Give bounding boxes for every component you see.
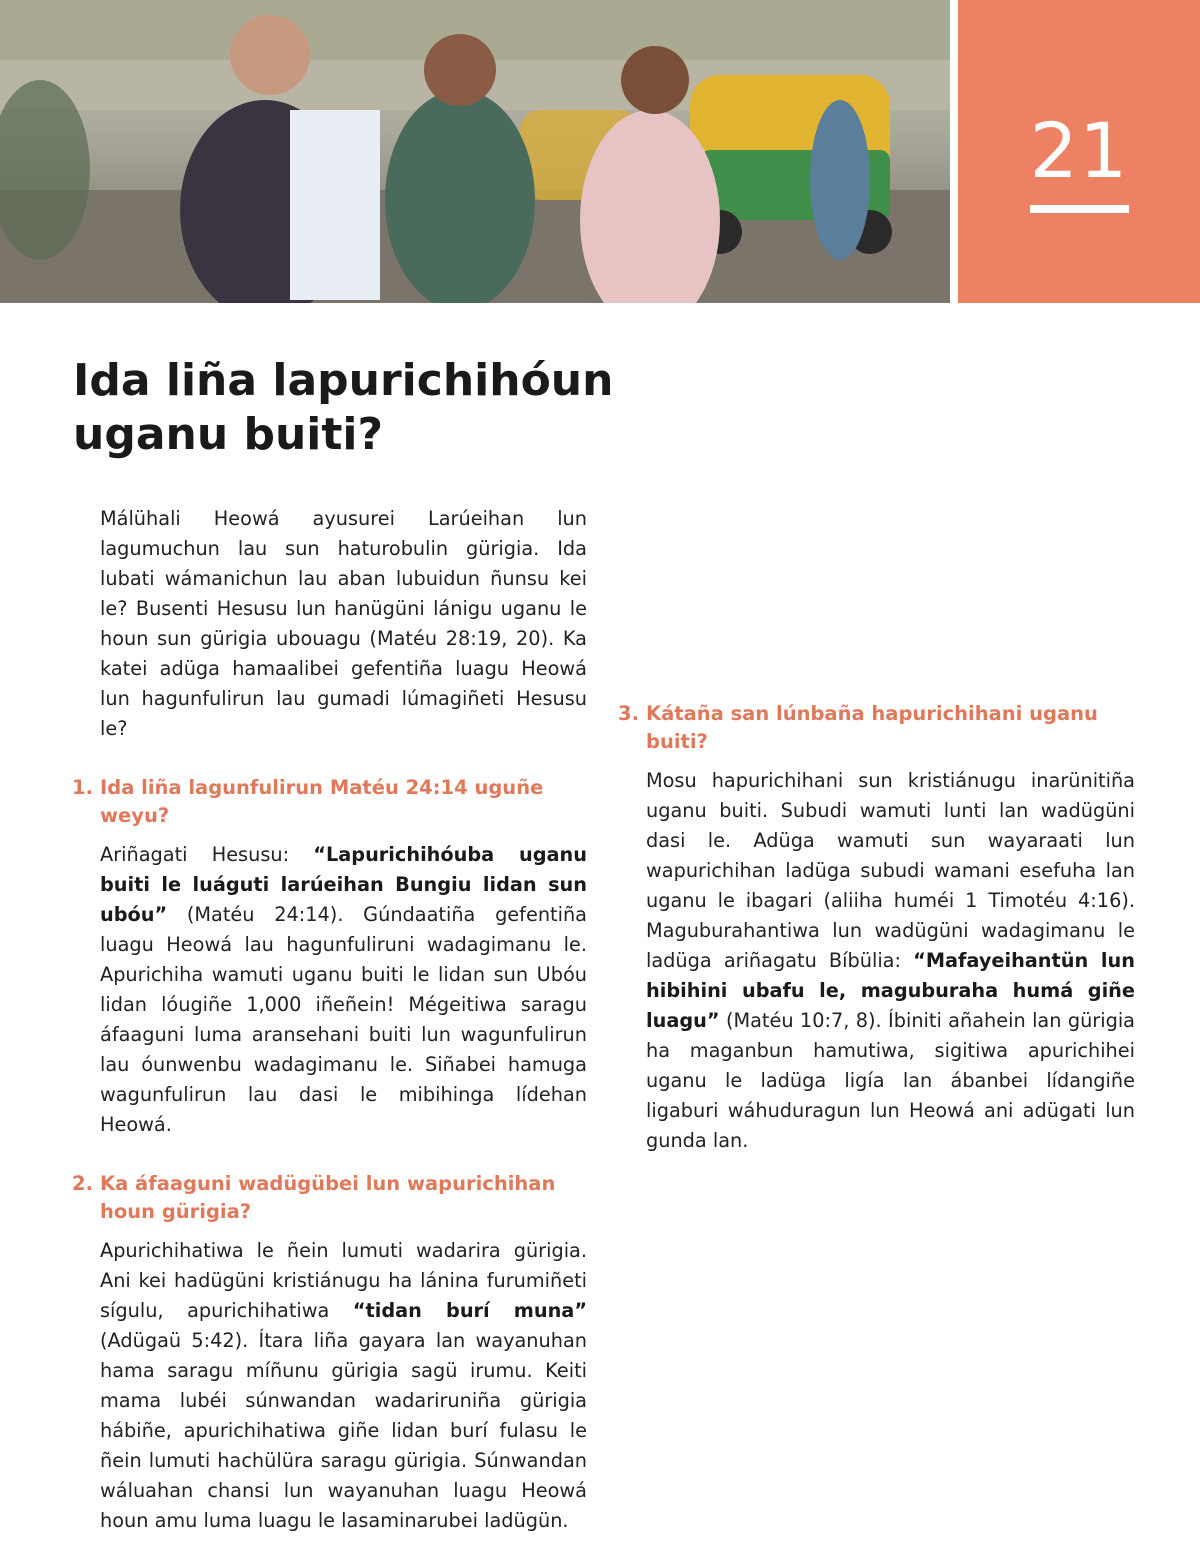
text-run: Mosu hapurichihani sun kristiánugu inarünitiña uganu buiti. Subudi wamuti lunti lan wadügüni dasi le. Adüga wamuti sun wayaraati lun wapurichihan ladüga subudi wamani esefuha lan uganu le ibagari (aliiha huméi 1 Timotéu 4:16). Maguburahantiwa lun wadügüni wadagimanu le ladüga ariñagatu Bíbülia: <box>646 769 1135 972</box>
cover-photo <box>0 0 950 303</box>
intro-paragraph: Málühali Heowá ayusurei Larúeihan lun lagumuchun lau sun haturobulin gürigia. Ida lubati wámanichun lau aban lubuidun ñunsu kei le? Busenti Hesusu lun hanügüni lánigu uganu le houn sun gürigia ubouagu (Matéu 28:19, 20). Ka katei adüga hamaalibei gefentiña luagu Heowá lun hagunfulirun lau gumadi lúmagiñeti Hesusu le? <box>100 507 587 740</box>
question-heading <box>618 700 1135 756</box>
lesson-number: 21 <box>1029 106 1129 195</box>
text-run: (Matéu 24:14). Gúndaatiña gefentiña luagu Heowá lau hagunfuliruni wadagimanu le. Apurichiha wamuti uganu buiti le lidan sun Ubóu lidan lóugiñe 1,000 iñeñein! Mégeitiwa saragu áfaaguni luma aransehani buiti lun wagunfulirun lau óunwenbu wadagimanu le. Siñabei hamuga wagunfulirun lau dasi le mibihinga lídehan Heowá. <box>100 903 587 1136</box>
question-text: Ida liña lagunfulirun Matéu 24:14 uguñe weyu? <box>100 776 544 827</box>
bible-quote: “Mafayeihantün lun hibihini ubafu le, maguburaha humá giñe luagu” <box>646 949 1135 1032</box>
text-run: Apurichihatiwa le ñein lumuti wadarira gürigia. Ani kei hadügüni kristiánugu ha lánina furumiñeti sígulu, apurichihatiwa <box>100 1239 587 1322</box>
right-column <box>618 504 1135 1156</box>
question-number: 2. <box>72 1172 93 1195</box>
bible-quote: “tidan burí muna” <box>352 1299 587 1322</box>
lesson-number-underline <box>1030 205 1129 213</box>
street-scene-illustration <box>0 0 950 303</box>
text-run: (Adügaü 5:42). Ítara liña gayara lan wayanuhan hama saragu míñunu gürigia sagü irumu. Keiti mama lubéi súnwandan wadariruniña gürigia hábiñe, apurichihatiwa giñe lidan burí fulasu le ñein lumuti hachülüra saragu gürigia. Súnwandan wáluahan chansi lun wayanuhan luagu Heowá houn amu luma luagu le lasaminarubei ladügün. <box>100 1329 587 1532</box>
text-run: (Matéu 10:7, 8). Íbiniti añahein lan gürigia ha maganbun hamutiwa, sigitiwa apurichihei uganu le ladüga ligía lan ábanbei lídangiñe ligaburi wáhuduragun lun Heowá ani adügati lun gunda lan. <box>646 1009 1135 1152</box>
left-column <box>72 504 587 1536</box>
page-title: Ida liña lapurichihóun uganu buiti? <box>73 355 614 460</box>
question-number: 1. <box>72 776 93 799</box>
answer-paragraph <box>72 840 587 1140</box>
answer-paragraph <box>72 1236 587 1536</box>
question-heading <box>72 774 587 830</box>
question-number: 3. <box>618 702 639 725</box>
bible-quote: “Lapurichihóuba uganu buiti le luáguti larúeihan Bungiu lidan sun ubóu” <box>100 843 587 926</box>
answer-paragraph <box>618 766 1135 1156</box>
question-heading <box>72 1170 587 1226</box>
text-run: Ariñagati Hesusu: <box>100 843 314 866</box>
question-text: Kátaña san lúnbaña hapurichihani uganu buiti? <box>646 702 1098 753</box>
question-text: Ka áfaaguni wadügübei lun wapurichihan houn gürigia? <box>100 1172 556 1223</box>
lesson-number-box <box>958 0 1200 303</box>
